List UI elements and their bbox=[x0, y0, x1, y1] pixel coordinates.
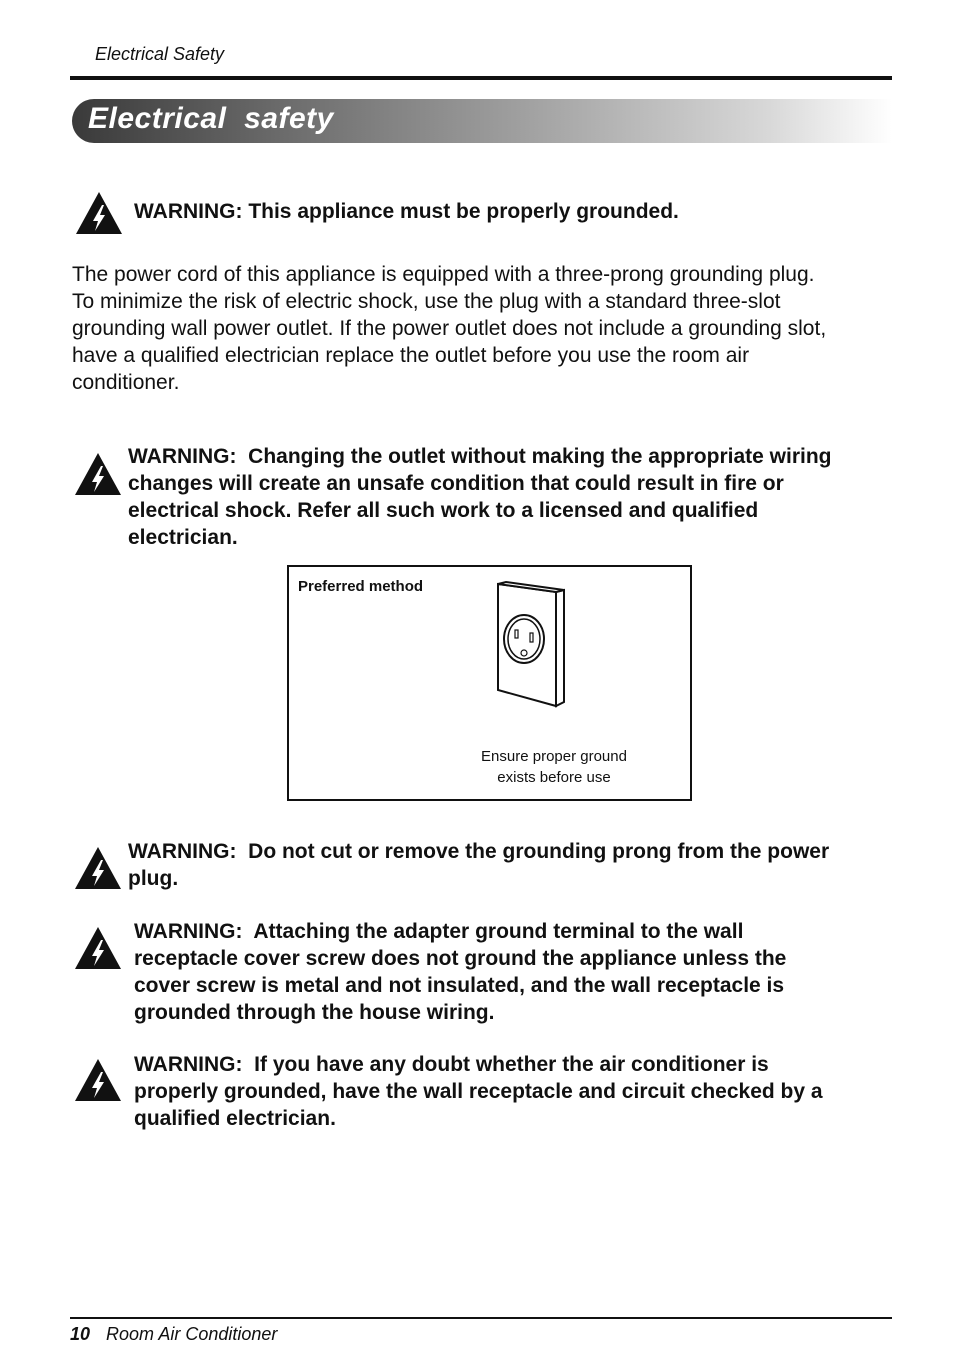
section-title: Electrical safety bbox=[88, 102, 334, 135]
footer-title: Room Air Conditioner bbox=[106, 1324, 278, 1344]
warning-line: plug. bbox=[128, 867, 179, 890]
running-header: Electrical Safety bbox=[95, 44, 225, 64]
caption-line: Ensure proper ground bbox=[481, 748, 627, 765]
header-rule bbox=[70, 76, 892, 80]
electrical-warning-icon bbox=[75, 191, 123, 235]
paragraph-line: grounding wall power outlet. If the power outlet does not include a grounding slot, bbox=[72, 317, 827, 340]
warning-line: WARNING: Attaching the adapter ground terminal to the wall bbox=[134, 920, 744, 943]
warning-line: electrical shock. Refer all such work to a licensed and qualified bbox=[128, 499, 759, 522]
warning-line: electrician. bbox=[128, 526, 238, 549]
footer-rule bbox=[70, 1317, 892, 1319]
paragraph-line: conditioner. bbox=[72, 371, 180, 394]
paragraph-line: The power cord of this appliance is equipped with a three-prong grounding plug. bbox=[72, 263, 815, 286]
warning-line: qualified electrician. bbox=[134, 1107, 336, 1130]
warning-line: changes will create an unsafe condition that could result in fire or bbox=[128, 472, 784, 495]
figure-label: Preferred method bbox=[298, 578, 424, 595]
warning-adapter-terminal bbox=[134, 918, 894, 1026]
paragraph-line: have a qualified electrician replace the outlet before you use the room air bbox=[72, 344, 750, 367]
warning-line: grounded through the house wiring. bbox=[134, 1001, 495, 1024]
warning-line: WARNING: If you have any doubt whether the air conditioner is bbox=[134, 1053, 769, 1076]
wall-outlet-icon bbox=[490, 580, 570, 710]
warning-line: cover screw is metal and not insulated, and the wall receptacle is bbox=[134, 974, 785, 997]
warning-doubt-grounded bbox=[134, 1051, 894, 1132]
warning-line: properly grounded, have the wall receptacle and circuit checked by a bbox=[134, 1080, 823, 1103]
warning-outlet-change bbox=[128, 443, 898, 551]
figure-caption bbox=[460, 746, 648, 788]
warning-grounded: WARNING: This appliance must be properly grounded. bbox=[134, 200, 679, 223]
caption-line: exists before use bbox=[497, 769, 611, 786]
warning-line: receptacle cover screw does not ground the appliance unless the bbox=[134, 947, 787, 970]
electrical-warning-icon bbox=[74, 846, 122, 890]
warning-line: WARNING: Changing the outlet without making the appropriate wiring bbox=[128, 445, 832, 468]
warning-grounding-prong bbox=[128, 838, 898, 892]
electrical-warning-icon bbox=[74, 1058, 122, 1102]
paragraph-line: To minimize the risk of electric shock, use the plug with a standard three-slot bbox=[72, 290, 781, 313]
electrical-warning-icon bbox=[74, 452, 122, 496]
page-number: 10 bbox=[70, 1324, 91, 1344]
grounding-plug-paragraph bbox=[72, 261, 902, 396]
electrical-warning-icon bbox=[74, 926, 122, 970]
warning-line: WARNING: Do not cut or remove the grounding prong from the power bbox=[128, 840, 830, 863]
